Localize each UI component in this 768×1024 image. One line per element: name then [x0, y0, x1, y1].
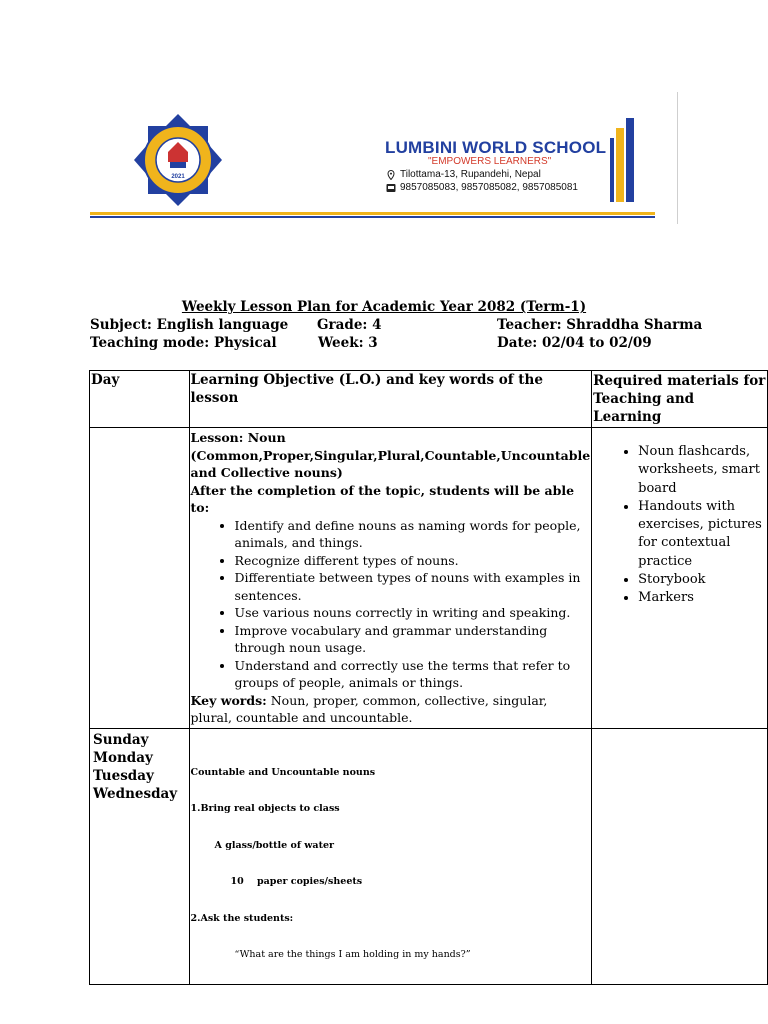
date-label: Date: 02/04 to 02/09: [497, 335, 652, 351]
week-label: Week: 3: [318, 335, 378, 351]
header-rule-blue: [90, 216, 655, 218]
list-item: • Differentiate between types of nouns with examples in sentences.: [235, 569, 591, 604]
activity-step-2: 2.Ask the students:: [190, 912, 294, 924]
school-phones: [386, 182, 578, 193]
list-item: • Handouts with exercises, pictures for contextual practice: [638, 498, 766, 571]
day-sunday: Sunday: [93, 731, 149, 748]
phone-numbers: 9857085083, 9857085082, 9857085081: [400, 182, 578, 193]
activity-item-2-text: paper copies/sheets: [257, 876, 363, 887]
school-logo: [130, 112, 226, 208]
list-item: • Understand and correctly use the terms that refer to groups of people, animals or things.: [235, 657, 591, 692]
teacher-label: Teacher: Shraddha Sharma: [497, 317, 703, 333]
location-pin-icon: [386, 170, 396, 180]
table-row: [90, 728, 768, 984]
keywords-label: Key words:: [190, 692, 267, 708]
objectives-list: [191, 517, 591, 692]
address-text: Tilottama-13, Rupandehi, Nepal: [400, 169, 541, 180]
school-name: LUMBINI WORLD SCHOOL: [385, 138, 607, 157]
svg-text:2021: 2021: [171, 174, 185, 180]
list-item: • Noun flashcards, worksheets, smart board: [638, 443, 766, 498]
days-cell: [90, 728, 190, 984]
list-item: • Identify and define nouns as naming words for people, animals, and things.: [235, 517, 591, 552]
keywords-line: [191, 692, 591, 727]
table-row: [90, 428, 768, 729]
activity-heading: Countable and Uncountable nouns: [190, 766, 376, 778]
grade-label: Grade: 4: [317, 317, 382, 333]
day-tuesday: Tuesday: [93, 767, 154, 784]
header-day: Day: [90, 371, 190, 428]
lesson-day-cell: [90, 428, 190, 729]
corner-decoration-icon: [610, 118, 634, 202]
activity-step-1: 1.Bring real objects to class: [190, 803, 340, 814]
phone-icon: [386, 183, 396, 193]
keywords-text: Noun, proper, common, collective, singular, plural, countable and uncountable.: [190, 692, 548, 725]
list-item: • Improve vocabulary and grammar understanding through noun usage.: [235, 622, 591, 657]
list-item: • Recognize different types of nouns.: [235, 552, 591, 570]
day-monday: Monday: [93, 749, 153, 766]
day-wednesday: Wednesday: [93, 786, 178, 803]
list-item: • Markers: [638, 589, 766, 607]
plan-title: Weekly Lesson Plan for Academic Year 2082 (Term-1): [181, 299, 587, 315]
activity-item-2-number: 10: [230, 876, 244, 887]
lesson-types: (Common,Proper,Singular,Plural,Countable,Uncountable and Collective nouns): [190, 447, 591, 480]
materials-cell: [592, 428, 768, 729]
school-address: [386, 169, 541, 180]
activity-item-1: A glass/bottle of water: [214, 839, 335, 851]
header-rule-gold: [90, 212, 655, 215]
objectives-intro: After the completion of the topic, students will be able to:: [190, 482, 575, 515]
letterhead: [90, 92, 678, 224]
table-header-row: [90, 371, 768, 428]
activity-materials-cell: [592, 728, 768, 984]
header-materials: Required materials for Teaching and Learning: [592, 371, 768, 428]
subject-label: Subject: English language: [90, 317, 289, 333]
list-item: • Use various nouns correctly in writing and speaking.: [235, 604, 591, 622]
lesson-plan-table: [89, 370, 768, 985]
lesson-title: Lesson: Noun: [190, 430, 286, 445]
header-objective: Learning Objective (L.O.) and key words of the lesson: [189, 371, 592, 428]
activity-cell: [189, 728, 592, 984]
activity-question: “What are the things I am holding in my hands?”: [234, 949, 471, 960]
activity-item-2: [191, 873, 591, 891]
school-tagline: "EMPOWERS LEARNERS": [428, 156, 552, 167]
teaching-mode-label: Teaching mode: Physical: [90, 335, 277, 351]
list-item: • Storybook: [638, 571, 766, 589]
lesson-objective-cell: [189, 428, 592, 729]
materials-list: [593, 443, 766, 608]
school-crest-icon: [130, 112, 226, 208]
